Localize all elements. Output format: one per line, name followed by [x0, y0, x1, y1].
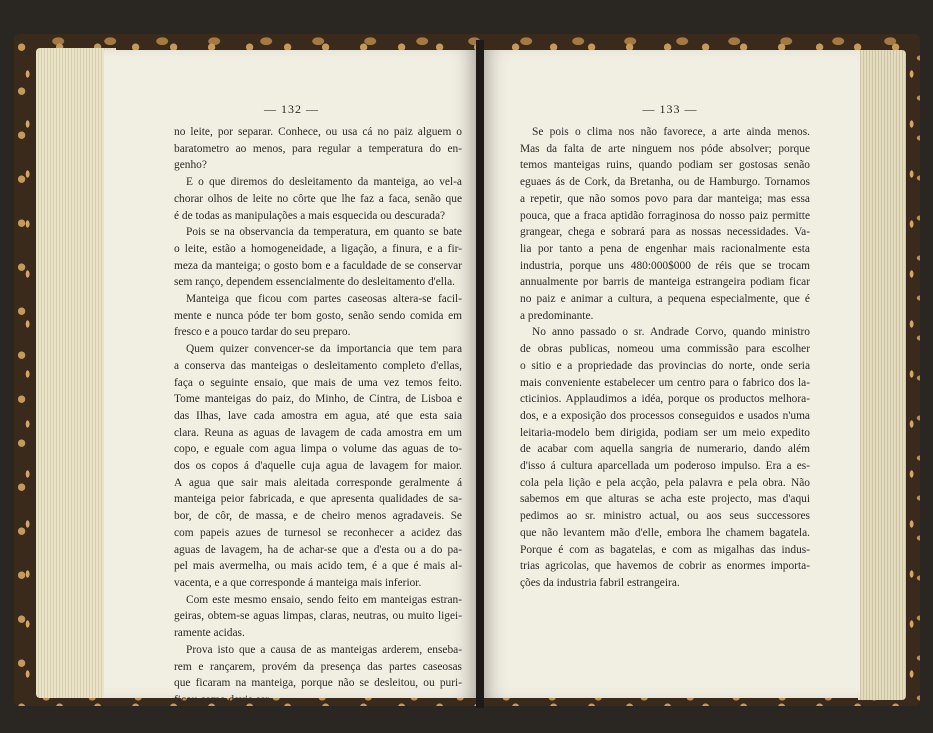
text-line: fresco e a pouco tardar do seu preparo. [174, 326, 351, 339]
right-page-edges [858, 50, 906, 700]
text-line: no paiz e animar a cultura, a pequena especialmente, que é [520, 293, 810, 306]
text-line: rem e rançarem, provém da presença das partes caseosas [174, 660, 462, 673]
text-line: faça o seguinte ensaio, que mais de uma vez temos feito. [174, 376, 462, 389]
text-line: a conserva das manteigas o desleitamento completo d'ellas, [174, 359, 462, 372]
text-line: clara. Reuna as aguas de lavagem de cada amostra em um [174, 426, 462, 439]
text-line: annualmente por barris de manteiga estrangeira podiam ficar [520, 276, 810, 289]
text-line: Se pois o clima nos não favorece, a arte ainda menos. [532, 126, 810, 138]
text-line: no leite, por separar. Conhece, ou usa cá no paiz alguem o [174, 126, 462, 138]
text-line: Prova isto que a causa de as manteigas arderem, enseba- [186, 643, 462, 656]
text-line: meza da manteiga; o gosto bom e a faculdade de se conservar [174, 259, 462, 272]
text-line: sabemos em que alturas se acha este projecto, mas d'aqui [520, 493, 810, 506]
text-line: cticinios. Applaudimos a idéa, porque os productos melhora- [520, 393, 810, 406]
text-line: Tome manteigas do paiz, do Minho, de Cintra, de Lisboa e [174, 393, 462, 406]
left-page-text [174, 124, 462, 709]
text-line: de obras publicas, nomeou uma commissão para escolher [520, 343, 810, 356]
text-line: mente e nunca póde ter bom gosto, senão sendo comida em [174, 309, 462, 322]
right-page-text [520, 124, 810, 592]
page-number-right: — 133 — [642, 102, 698, 116]
text-line: temos manteigas ruins, quando podiam ser gostosas senão [520, 159, 810, 172]
text-line: de acabar com aquella sangria de numerario, dando além [520, 443, 810, 456]
book-gutter [476, 40, 484, 708]
text-line: pedimos ao sr. ministro actual, ou aos seus successores [520, 510, 810, 523]
text-line: lia por tanto a pena de engenhar mais racionalmente esta [520, 242, 810, 255]
text-line: geiras, obtem-se aguas limpas, claras, neutras, ou muito ligei- [174, 610, 462, 623]
text-line: ramente acidas. [174, 627, 245, 640]
text-line: leitaria-modelo bem dirigida, podiam ser um meio expedito [520, 426, 810, 439]
text-line: bor, de côr, de massa, e de cheiro menos agradaveis. Se [174, 510, 462, 523]
text-line: copo, e eguale com agua limpa o volume das aguas de to- [174, 443, 462, 456]
text-line: A agua que sair mais aleitada corresponde geralmente á [174, 476, 462, 489]
text-line: mais conveniente estabelecer um centro para o fabrico dos la- [520, 376, 810, 389]
text-line: Quem quizer convencer-se da importancia que tem para [186, 343, 462, 356]
text-line: pel mais avermelha, ou mais acido tem, é a que é mais al- [174, 560, 462, 573]
text-line: pouca, que a fraca aptidão forraginosa do nosso paiz permitte [520, 209, 810, 222]
text-line: trias agricolas, que havemos de cobrir as enormes importa- [520, 560, 810, 573]
text-line: genho? [174, 159, 207, 172]
right-page [480, 50, 860, 698]
text-line: é de todas as manipulações a mais esquecida ou descurada? [174, 209, 446, 222]
text-line: a repetir, que não somos povo para dar manteiga; mas essa [520, 192, 810, 205]
text-line: ficou como devia ser. [174, 693, 272, 706]
left-page [104, 50, 479, 706]
text-line: industria, porque uns 480:000$000 de réis que se trocam [520, 259, 810, 272]
text-line: baratometro ao menos, para regular a temperatura do en- [174, 142, 462, 155]
text-line: Pois se na observancia da temperatura, em quanto se bate [186, 226, 462, 239]
text-line: Com este mesmo ensaio, sendo feito em manteigas estran- [186, 593, 462, 606]
text-line: d'isso á cultura aparcellada um poderoso impulso. Era a es- [520, 460, 810, 473]
text-line: das Ilhas, lave cada amostra em agua, até que esta saia [174, 409, 462, 422]
text-line: No anno passado o sr. Andrade Corvo, quando ministro [532, 326, 810, 339]
text-line: grangear, chega e sobrará para as nossas necessidades. Va- [520, 226, 810, 239]
text-line: dos os copos á d'aquelle cuja agua de lavagem for maior. [174, 460, 462, 473]
text-line: cola pela lição e pela acção, pela palavra e pela obra. Não [520, 476, 810, 489]
text-line: manteiga peior fabricada, e que apresenta qualidades de sa- [174, 493, 462, 506]
text-line: o leite, estão a homogeneidade, a ligação, a finura, e a fir- [174, 242, 462, 255]
text-line: dos, e a exposição dos processos conseguidos e usados n'uma [520, 409, 810, 422]
page-number-left: — 132 — [264, 102, 319, 116]
text-line: Mas da falta de arte ninguem nos póde absolver; porque [520, 142, 810, 155]
text-line: sem ranço, dependem essencialmente do desleitamento d'ella. [174, 276, 456, 289]
text-line: E o que diremos do desleitamento da manteiga, ao vel-a [186, 176, 462, 189]
text-line: vacenta, e a que corresponde á manteiga mais inferior. [174, 576, 422, 589]
text-line: Porque é com as bagatelas, e com as migalhas das indus- [520, 543, 810, 556]
text-line: que ficaram na manteiga, porque não se desleitou, ou puri- [174, 677, 462, 690]
text-line: ções da industria fabril estrangeira. [520, 576, 680, 589]
text-line: que não levantem mão d'elle, embora lhe chamem bagatela. [520, 526, 810, 539]
text-line: o sitio e a propriedade das provincias do norte, onde seria [520, 359, 810, 372]
text-line: com papeis azues de turnesol se reconhecer a acidez das [174, 526, 462, 539]
text-line: Manteiga que ficou com partes caseosas altera-se facil- [186, 293, 462, 306]
text-line: aguas de lavagem, ha de achar-se que a d'esta ou a do pa- [174, 543, 462, 556]
text-line: a predominante. [520, 309, 594, 322]
text-line: chorar olhos de leite no côrte que lhe faz a faca, senão que [174, 192, 462, 205]
text-line: eguaes ás de Cork, da Bretanha, ou de Hamburgo. Tornamos [520, 176, 810, 189]
